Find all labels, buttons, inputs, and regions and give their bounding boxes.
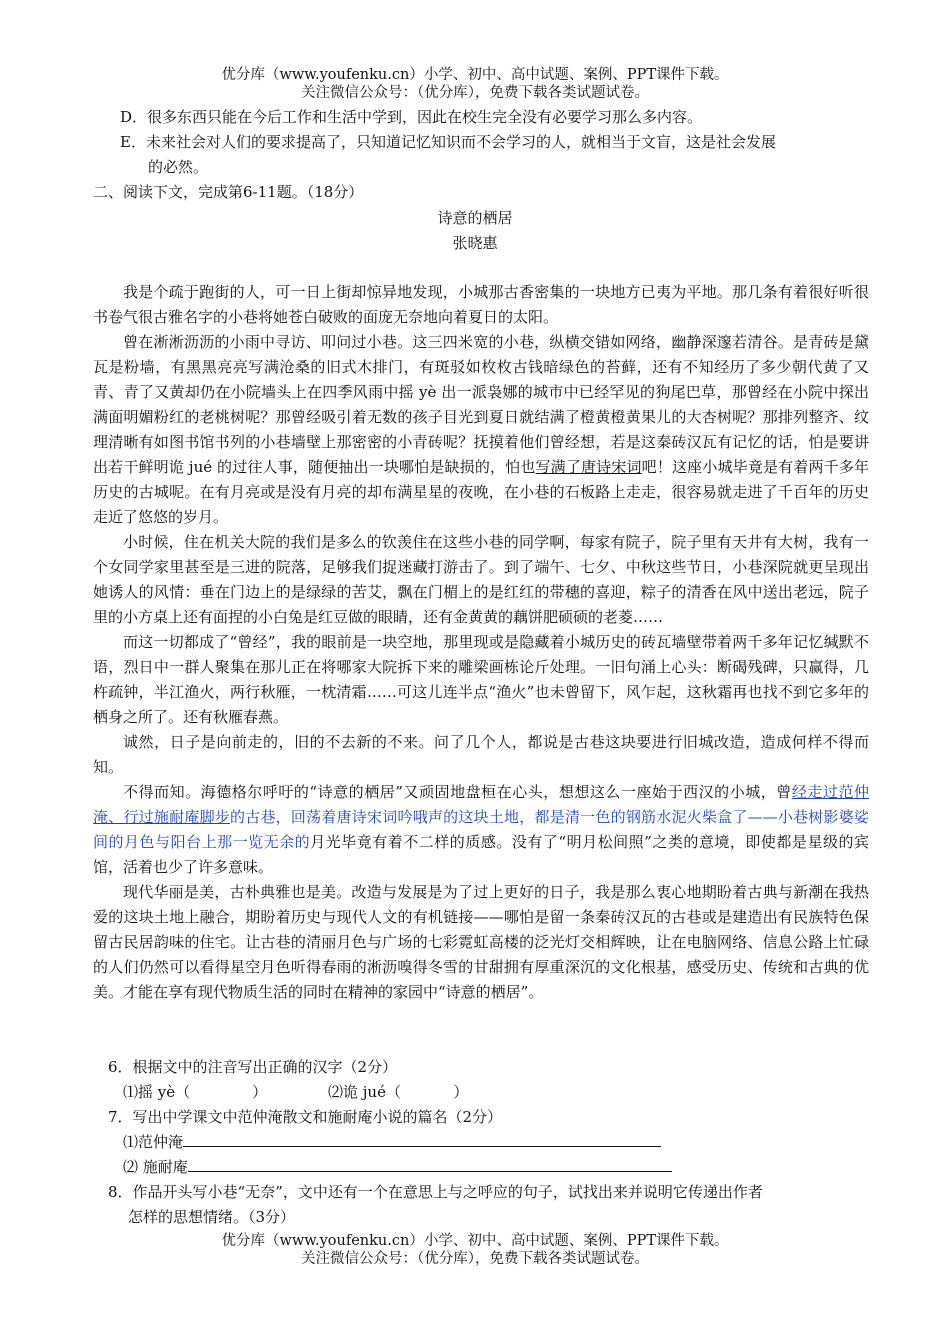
header-ad-line-2: 关注微信公众号：（优分库），免费下载各类试题试卷。 (301, 85, 649, 101)
answer-line-shinaian[interactable] (188, 1155, 672, 1172)
article-title: 诗意的栖居 (437, 209, 513, 227)
option-e-line-1: E．未来社会对人们的要求提高了，只知道记忆知识而不会学习的人，就相当于文盲，这是社会发展 (120, 133, 776, 151)
footer-ad-line-2: 关注微信公众号：（优分库），免费下载各类试题试卷。 (301, 1251, 649, 1267)
paragraph-6: 不得而知。海德格尔呼吁的“诗意的栖居”又顽固地盘桓在心头，想想这么一座始于西汉的小城，曾经走过范仲淹、行过施耐庵脚步的古巷，回荡着唐诗宋词吟哦声的这块土地，都是清一色的钢筋水泥火柴盒了——小巷树影婆娑间的月色与阳台上那一览无余的月光毕竟有着不二样的质感。没有了“明月松间照”之类的意境，即使都是星级的宾馆，活着也少了许多意味。 (93, 783, 869, 876)
question-7-b: ⑵ 施耐庵 (123, 1155, 672, 1180)
paragraph-5: 诚然，日子是向前走的，旧的不去新的不来。问了几个人，都说是古巷这块要进行旧城改造，造成何样不得而知。 (93, 733, 869, 776)
paragraph-7: 现代华丽是美，古朴典雅也是美。改造与发展是为了过上更好的日子，我是那么衷心地期盼着古典与新潮在我热爱的这块土地上融合，期盼着历史与现代人文的有机链接——哪怕是留一条秦砖汉瓦的古巷或是建造出有民族特色保留古民居韵味的住宅。让古巷的清丽月色与广场的七彩霓虹高楼的泛光灯交相辉映，让在电脑网络、信息公路上忙碌的人们仍然可以看得星空月色听得春雨的淅沥嗅得冬雪的甘甜拥有厚重深沉的文化根基，感受历史、传统和古典的优美。才能在享有现代物质生活的同时在精神的家园中“诗意的栖居”。 (93, 883, 869, 1001)
question-6-b: ⑵诡 jué（ ） (328, 1083, 469, 1101)
paragraph-1: 我是个疏于跑街的人，可一日上街却惊异地发现，小城那古香密集的一块地方已夷为平地。那几条有着很好听很书卷气很古雅名字的小巷将她苍白破败的面庞无奈地向着夏日的太阳。 (93, 283, 869, 326)
paragraph-3: 小时候，住在机关大院的我们是多么的钦羡住在这些小巷的同学啊，每家有院子，院子里有天井有大树，我有一个女同学家里甚至是三进的院落，足够我们捉迷藏打游击了。到了端午、七夕、中秋这些节日，小巷深院就更呈现出她诱人的风情：垂在门边上的是绿绿的苦艾，飘在门楣上的是红红的带穗的喜迎，粽子的清香在风中送出老远，院子里的小方桌上还有面捏的小白兔是红豆做的眼睛，还有金黄黄的藕饼肥硕硕的老菱…… (93, 533, 869, 626)
question-8 (108, 1180, 868, 1230)
answer-line-fanzhongyan[interactable] (183, 1130, 661, 1147)
underlined-phrase: 写满了唐诗宋词 (535, 458, 642, 476)
paragraph-4: 而这一切都成了“曾经”，我的眼前是一块空地，那里现或是隐藏着小城历史的砖瓦墙壁带着两千多年记忆缄默不语，烈日中一群人聚集在那儿正在将哪家大院拆下来的雕梁画栋论斤处理。一旧句涌上心头：断碣残碑，只赢得，几杵疏钟，半江渔火，两行秋雁，一枕清霜……可这儿连半点“渔火”也未曾留下，风乍起，这秋霜再也找不到它多年的栖身之所了。还有秋雁春燕。 (93, 633, 869, 726)
article-body (93, 280, 869, 1005)
question-8-line-1: 8．作品开头写小巷“无奈”，文中还有一个在意思上与之呼应的句子，试找出来并说明它传递出作者 (108, 1183, 763, 1201)
paragraph-2: 曾在淅淅沥沥的小雨中寻访、叩问过小巷。这三四米宽的小巷，纵横交错如网络，幽静深邃若清谷。是青砖是黛瓦是粉墙，有黑黑亮亮写满沧桑的旧式木排门，有斑驳如枚枚古钱暗绿色的苔藓，还有不知经历了多少朝代黄了又青、青了又黄却仍在小院墙头上在四季风雨中摇 yè 出一派袅娜的城市中已经罕见的狗尾巴草，那曾经在小院中探出满面明媚粉红的老桃树呢？那曾经吸引着无数的孩子目光到夏日就结满了橙黄橙黄果儿的大杏树呢？那排列整齐、纹理清晰有如图书馆书列的小巷墙壁上那密密的小青砖呢？抚摸着他们曾经想，若是这秦砖汉瓦有记忆的话，怕是要讲出若干鲜明诡 jué 的过往人事，随便抽出一块哪怕是缺损的，怕也写满了唐诗宋词吧！这座小城毕竟是有着两千多年历史的古城呢。在有月亮或是没有月亮的却布满星星的夜晚，在小巷的石板路上走走，很容易就走进了千百年的历史走近了悠悠的岁月。 (93, 333, 869, 526)
option-d: D．很多东西只能在今后工作和生活中学到，因此在校生完全没有必要学习那么多内容。 (120, 108, 703, 126)
question-7: 7．写出中学课文中范仲淹散文和施耐庵小说的篇名（2分） (108, 1108, 503, 1126)
header-ad-line-1: 优分库（www.youfenku.cn）小学、初中、高中试题、案例、PPT课件下载。 (221, 67, 729, 83)
section-heading: 二、阅读下文，完成第6-11题。（18分） (93, 183, 364, 201)
question-6: 6．根据文中的注音写出正确的汉字（2分） (108, 1058, 398, 1076)
question-6-a: ⑴摇 yè（ ） (123, 1083, 268, 1101)
footer-ad-line-1: 优分库（www.youfenku.cn）小学、初中、高中试题、案例、PPT课件下载。 (221, 1233, 729, 1249)
blue-phrase: 的古巷，回荡着唐诗宋词吟哦声的这块土地，都是清一色的钢筋水泥火柴盒了——小巷树影婆娑间的月色与阳台上那一览无余的 (93, 808, 869, 851)
blue-underlined-phrase: 经走过范仲淹、行过施耐庵脚步 (93, 783, 869, 826)
question-8-line-2: 怎样的思想情绪。（3分） (128, 1208, 296, 1226)
option-e-line-2: 的必然。 (148, 158, 209, 176)
option-e (120, 130, 860, 180)
article-author: 张晓惠 (452, 234, 498, 252)
question-7-a: ⑴范仲淹 (123, 1130, 661, 1155)
